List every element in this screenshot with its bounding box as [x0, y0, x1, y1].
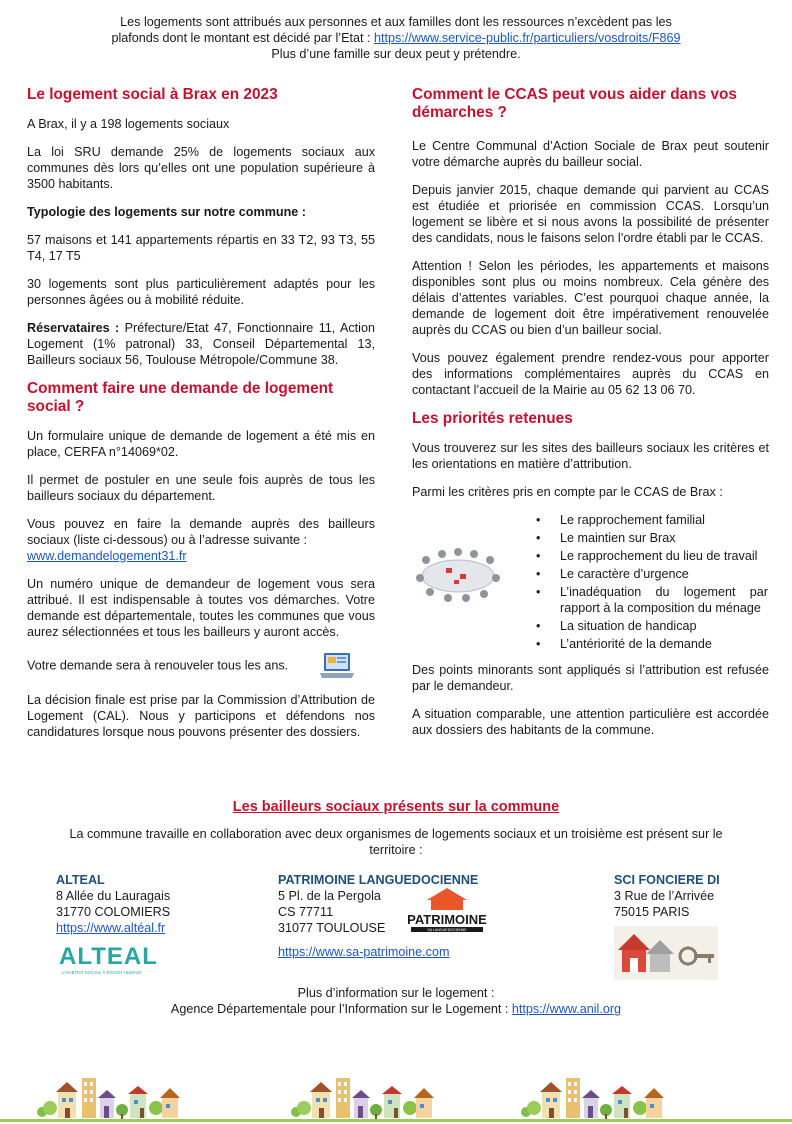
- list-item: • Le rapprochement du lieu de travail: [536, 548, 768, 564]
- bailleurs-description: La commune travaille en collaboration avec deux organismes de logements sociaux et un troisième est présent sur le territoire :: [69, 827, 723, 857]
- org-address-line: 5 Pl. de la Pergola: [278, 889, 381, 903]
- org-address-line: 8 Allée du Lauragais: [56, 889, 171, 903]
- intro-block: [40, 14, 752, 62]
- intro-line-3: Plus d’une famille sur deux peut y prétendre.: [271, 47, 521, 61]
- paragraph-situation: A situation comparable, une attention particulière est accordée aux dossiers des habitants de la commune.: [412, 707, 769, 737]
- more-info-line-1: Plus d’information sur le logement :: [297, 986, 495, 1000]
- paragraph-where: [27, 516, 375, 548]
- section-title-priorites: Les priorités retenues: [412, 410, 573, 427]
- reservataires-label: Réservataires :: [27, 321, 120, 335]
- typology-heading: Typologie des logements sur notre commune :: [27, 205, 306, 219]
- intro-line-1: Les logements sont attribués aux personnes et aux familles dont les ressources n’excèdent pas les: [120, 15, 672, 29]
- org-address-line: 31770 COLOMIERS: [56, 905, 171, 919]
- paragraph-adapted: 30 logements sont plus particulièrement adaptés pour les personnes âgées ou à mobilité réduite.: [27, 277, 375, 307]
- org-alteal: [56, 872, 256, 982]
- org-patrimoine: [278, 872, 518, 960]
- list-item: • Le caractère d’urgence: [536, 566, 768, 582]
- org-sci-fonciere: [614, 872, 774, 984]
- right-column: [412, 86, 769, 750]
- paragraph-since-2015: Depuis janvier 2015, chaque demande qui parvient au CCAS est étudiée et priorisée en commission CCAS. Lorsqu’un logement se libère et si nous avons la possibilité de présenter des candidats, nous le faisons selon l’ordre établi par le CCAS.: [412, 183, 769, 245]
- section-title-brax-2023: Le logement social à Brax en 2023: [27, 86, 278, 103]
- patrimoine-logo-subtext: SA LANGUEDOCIENNE: [427, 928, 468, 932]
- list-item: • L’inadéquation du logement par rapport à la composition du ménage: [536, 584, 768, 616]
- reservataires-text: Préfecture/Etat 47, Fonctionnaire 11, Action Logement (1% patronal) 33, Conseil Départemental 13, Bailleurs sociaux 56, Toulouse Métropole/Commune 38.: [27, 321, 375, 367]
- intro-line-2-text: plafonds dont le montant est décidé par l’Etat :: [111, 31, 374, 45]
- paragraph-ccas: Le Centre Communal d’Action Sociale de Brax peut soutenir votre démarche auprès du bailleur social.: [412, 139, 769, 169]
- renew-text: Votre demande sera à renouveler tous les ans.: [27, 658, 289, 673]
- meeting-table-image: [412, 536, 504, 608]
- org-name: SCI FONCIERE DI: [614, 873, 720, 887]
- section-title-ccas: Comment le CCAS peut vous aider dans vos démarches ?: [412, 86, 737, 121]
- org-name: PATRIMOINE LANGUEDOCIENNE: [278, 873, 479, 887]
- paragraph-rdv: Vous pouvez également prendre rendez-vous pour apporter des informations complémentaires auprès du CCAS en contactant l’accueil de la Mairie au 05 62 13 06 70.: [412, 351, 769, 397]
- paragraph-reservataires: [27, 320, 375, 368]
- patrimoine-logo-text: PATRIMOINE: [407, 912, 488, 927]
- more-info-line-2: [100, 1001, 692, 1017]
- alteal-logo-subtext: L'HABITAT SOCIAL À ESSOR HUMAIN: [62, 970, 142, 975]
- anil-link[interactable]: https://www.anil.org: [511, 1002, 622, 1016]
- list-item: • Le maintien sur Brax: [536, 530, 768, 546]
- paragraph-postuler: Il permet de postuler en une seule fois auprès de tous les bailleurs sociaux du département.: [27, 473, 375, 503]
- paragraph-numero: Un numéro unique de demandeur de logement vous sera attribué. Il est indispensable à toutes vos démarches. Votre demande est départementale, toutes les communes que vous aurez sélectionnées et tous les bailleurs y auront accès.: [27, 577, 375, 639]
- intro-line-2: [40, 30, 752, 46]
- org-address-line: 3 Rue de l’Arrivée: [614, 889, 715, 903]
- paragraph-formulaire: Un formulaire unique de demande de logement a été mis en place, CERFA n°14069*02.: [27, 429, 375, 459]
- org-address-line: 75015 PARIS: [614, 905, 690, 919]
- org-address-line: CS 77711: [278, 905, 334, 919]
- paragraph-minorants: Des points minorants sont appliqués si l’attribution est refusée par le demandeur.: [412, 663, 769, 693]
- paragraph-where-link: [27, 548, 375, 564]
- patrimoine-link[interactable]: https://www.sa-patrimoine.com: [278, 945, 450, 959]
- where-text: Vous pouvez en faire la demande auprès des bailleurs sociaux (liste ci-dessous) ou à l’adresse suivante :: [27, 517, 375, 547]
- house-key-image: [614, 926, 774, 984]
- list-item: • L’antériorité de la demande: [536, 636, 768, 652]
- paragraph-attention: Attention ! Selon les périodes, les appartements et maisons disponibles sont plus ou moins nombreux. Cela génère des délais d’attentes variables. C’est pourquoi chaque année, la demande de logement doit être impérativement renouvelée auprès du CCAS ou bien d’un bailleur social.: [412, 259, 769, 337]
- alteal-link[interactable]: https://www.altéal.fr: [56, 921, 166, 935]
- laptop-icon: [318, 652, 356, 680]
- org-name: ALTEAL: [56, 873, 105, 887]
- more-info-block: [100, 985, 692, 1017]
- paragraph-parmi: Parmi les critères pris en compte par le CCAS de Brax :: [412, 485, 723, 499]
- list-item: • Le rapprochement familial: [536, 512, 768, 528]
- more-info-text: Agence Départementale pour l’Information sur le Logement :: [170, 1002, 512, 1016]
- left-column: [27, 86, 375, 752]
- alteal-logo: [56, 940, 256, 982]
- org-address-line: 31077 TOULOUSE: [278, 921, 386, 935]
- criteria-block: [412, 512, 769, 654]
- alteal-logo-text: ALTEAL: [59, 943, 158, 970]
- paragraph-renew: [27, 652, 375, 680]
- demandelogement-link[interactable]: www.demandelogement31.fr: [27, 549, 187, 563]
- service-public-link[interactable]: https://www.service-public.fr/particuliers/vosdroits/F869: [373, 31, 681, 45]
- patrimoine-logo: [405, 888, 489, 944]
- paragraph-decision: La décision finale est prise par la Commission d’Attribution de Logement (CAL). Nous y participons et défendons nos candidatures lorsque nous pouvons présenter des dossiers.: [27, 693, 375, 739]
- paragraph-count: A Brax, il y a 198 logements sociaux: [27, 117, 230, 131]
- criteria-list: [536, 512, 768, 654]
- bailleurs-title: Les bailleurs sociaux présents sur la commune: [232, 799, 560, 815]
- decorative-houses-banner: [0, 1068, 792, 1124]
- paragraph-sru: La loi SRU demande 25% de logements sociaux aux communes dès lors qu’elles ont une population supérieure à 3500 habitants.: [27, 145, 375, 191]
- paragraph-typology: 57 maisons et 141 appartements répartis en 33 T2, 93 T3, 55 T4, 17 T5: [27, 233, 375, 263]
- paragraph-sites: Vous trouverez sur les sites des bailleurs sociaux les critères et les orientations en matière d’attribution.: [412, 441, 769, 471]
- list-item: • La situation de handicap: [536, 618, 768, 634]
- section-title-demande: Comment faire une demande de logement social ?: [27, 380, 334, 415]
